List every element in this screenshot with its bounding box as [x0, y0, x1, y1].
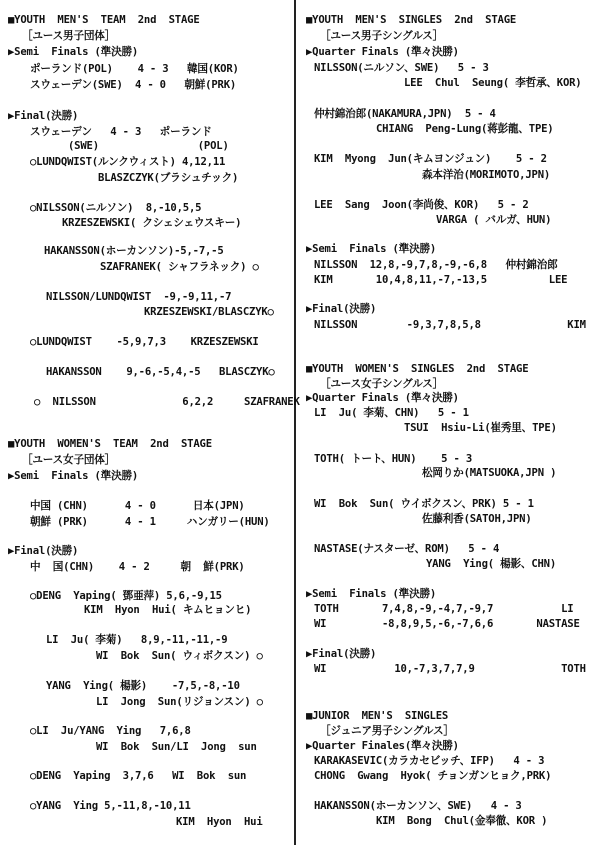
- section-subtitle: ［ユース女子団体］: [22, 454, 116, 466]
- match-line: ○DENG Yaping 3,7,6 WI Bok sun: [30, 770, 247, 782]
- section-subtitle: ［ユース男子シングルス］: [320, 30, 444, 42]
- match-line: WI Bok Sun( ウィボクスン) ○: [96, 650, 263, 662]
- final-header: ▶Final(決勝): [8, 545, 79, 557]
- match-line: YANG Ying( 楊影、CHN): [426, 558, 557, 570]
- match-line: ○ NILSSON 6,2,2 SZAFRANEK: [34, 396, 300, 408]
- match-line: 仲村錦治郎(NAKAMURA,JPN) 5 - 4: [314, 108, 496, 120]
- match-line: 松岡りか(MATSUOKA,JPN ): [422, 467, 557, 479]
- match-line: KIM Hyon Hui( キムヒョンヒ): [84, 604, 252, 616]
- final-header: ▶Final(決勝): [306, 648, 377, 660]
- section-title: ■YOUTH WOMEN'S TEAM 2nd STAGE: [8, 438, 212, 450]
- match-line: NILSSON/LUNDQWIST -9,-9,11,-7: [46, 291, 232, 303]
- section-subtitle: ［ジュニア男子シングルス］: [320, 725, 454, 737]
- match-line: WI Bok Sun( ウイボクスン、PRK) 5 - 1: [314, 498, 534, 510]
- result-line: スウェーデン(SWE) 4 - 0 朝鮮(PRK): [30, 79, 237, 91]
- match-line: VARGA ( バルガ、HUN): [436, 214, 552, 226]
- semi-header: ▶Semi Finals (準決勝): [8, 46, 139, 58]
- match-line: ○LI Ju/YANG Ying 7,6,8: [30, 725, 191, 737]
- match-line: KIM Hyon Hui: [176, 816, 263, 828]
- match-line: ○LUNDQWIST(ルンクウィスト) 4,12,11: [30, 156, 226, 168]
- match-line: HAKANSSON(ホーカンソン)-5,-7,-5: [44, 245, 224, 257]
- section-subtitle: ［ユース女子シングルス］: [320, 378, 444, 390]
- match-line: ○LUNDQWIST -5,9,7,3 KRZESZEWSKI: [30, 336, 259, 348]
- semi-header: ▶Semi Finals (準決勝): [306, 243, 437, 255]
- match-line: WI Bok Sun/LI Jong sun: [96, 741, 257, 753]
- qf-header: ▶Quarter Finales(準々決勝): [306, 740, 459, 752]
- final-result-line: 中 国(CHN) 4 - 2 朝 鮮(PRK): [30, 561, 245, 573]
- match-line: KARAKASEVIC(カラカセビッチ、IFP) 4 - 3: [314, 755, 545, 767]
- column-divider: [294, 0, 296, 845]
- semi-line: NILSSON 12,8,-9,7,8,-9,-6,8 仲村錦治郎: [314, 259, 558, 271]
- semi-line: KIM 10,4,8,11,-7,-13,5 LEE: [314, 274, 568, 286]
- match-line: LI Ju( 李菊、CHN) 5 - 1: [314, 407, 469, 419]
- match-line: 佐藤利香(SATOH,JPN): [422, 513, 532, 525]
- match-line: LI Ju( 李菊) 8,9,-11,-11,-9: [46, 634, 228, 646]
- match-line: NILSSON(ニルソン、SWE) 5 - 3: [314, 62, 489, 74]
- match-line: ○DENG Yaping( 鄧亜萍) 5,6,-9,15: [30, 590, 222, 602]
- section-title: ■YOUTH MEN'S SINGLES 2nd STAGE: [306, 14, 517, 26]
- final-country-codes: (SWE) (POL): [68, 140, 229, 152]
- match-line: 森本洋治(MORIMOTO,JPN): [422, 169, 551, 181]
- section-title: ■YOUTH WOMEN'S SINGLES 2nd STAGE: [306, 363, 529, 375]
- match-line: ○NILSSON(ニルソン) 8,-10,5,5: [30, 202, 202, 214]
- match-line: KRZESZEWSKI/BLASCZYK○: [144, 306, 274, 318]
- result-line: 朝鮮 (PRK) 4 - 1 ハンガリー(HUN): [30, 516, 270, 528]
- match-line: KRZESZEWSKI( クシェシェウスキー): [62, 217, 242, 229]
- semi-line: TOTH 7,4,8,-9,-4,7,-9,7 LI: [314, 603, 574, 615]
- match-line: NASTASE(ナスターゼ、ROM) 5 - 4: [314, 543, 500, 555]
- qf-header: ▶Quarter Finals (準々決勝): [306, 46, 459, 58]
- semi-header: ▶Semi Finals (準決勝): [8, 470, 139, 482]
- match-line: LEE Sang Joon(李尚俊、KOR) 5 - 2: [314, 199, 529, 211]
- match-line: HAKANSSON 9,-6,-5,4,-5 BLASCZYK○: [46, 366, 275, 378]
- result-line: ポーランド(POL) 4 - 3 韓国(KOR): [30, 63, 239, 75]
- final-header: ▶Final(決勝): [8, 110, 79, 122]
- match-line: LEE Chul Seung( 李哲承、KOR): [404, 77, 582, 89]
- match-line: ○YANG Ying 5,-11,8,-10,11: [30, 800, 191, 812]
- match-line: TSUI Hsiu-Li(崔秀里、TPE): [404, 422, 557, 434]
- semi-line: WI -8,8,9,5,-6,-7,6,6 NASTASE: [314, 618, 580, 630]
- qf-header: ▶Quarter Finals (準々決勝): [306, 392, 459, 404]
- final-line: WI 10,-7,3,7,7,9 TOTH: [314, 663, 586, 675]
- match-line: LI Jong Sun(リジョンスン) ○: [96, 696, 263, 708]
- section-title: ■JUNIOR MEN'S SINGLES: [306, 710, 449, 722]
- match-line: CHIANG Peng-Lung(蒋彭龍、TPE): [376, 123, 554, 135]
- result-line: 中国 (CHN) 4 - 0 日本(JPN): [30, 500, 245, 512]
- match-line: HAKANSSON(ホーカンソン、SWE) 4 - 3: [314, 800, 522, 812]
- section-title: ■YOUTH MEN'S TEAM 2nd STAGE: [8, 14, 200, 26]
- match-line: TOTH( トート、HUN) 5 - 3: [314, 453, 473, 465]
- final-line: NILSSON -9,3,7,8,5,8 KIM: [314, 319, 586, 331]
- match-line: SZAFRANEK( シャフラネック) ○: [100, 261, 259, 273]
- section-subtitle: ［ユース男子団体］: [22, 30, 116, 42]
- match-line: CHONG Gwang Hyok( チョンガンヒョク,PRK): [314, 770, 552, 782]
- match-line: KIM Bong Chul(金奉徹、KOR ): [376, 815, 548, 827]
- match-line: KIM Myong Jun(キムヨンジュン) 5 - 2: [314, 153, 547, 165]
- match-line: BLASZCZYK(ブラシュチック): [98, 172, 239, 184]
- match-line: YANG Ying( 楊影) -7,5,-8,-10: [46, 680, 240, 692]
- semi-header: ▶Semi Finals (準決勝): [306, 588, 437, 600]
- final-result-line: スウェーデン 4 - 3 ポーランド: [30, 126, 212, 138]
- final-header: ▶Final(決勝): [306, 303, 377, 315]
